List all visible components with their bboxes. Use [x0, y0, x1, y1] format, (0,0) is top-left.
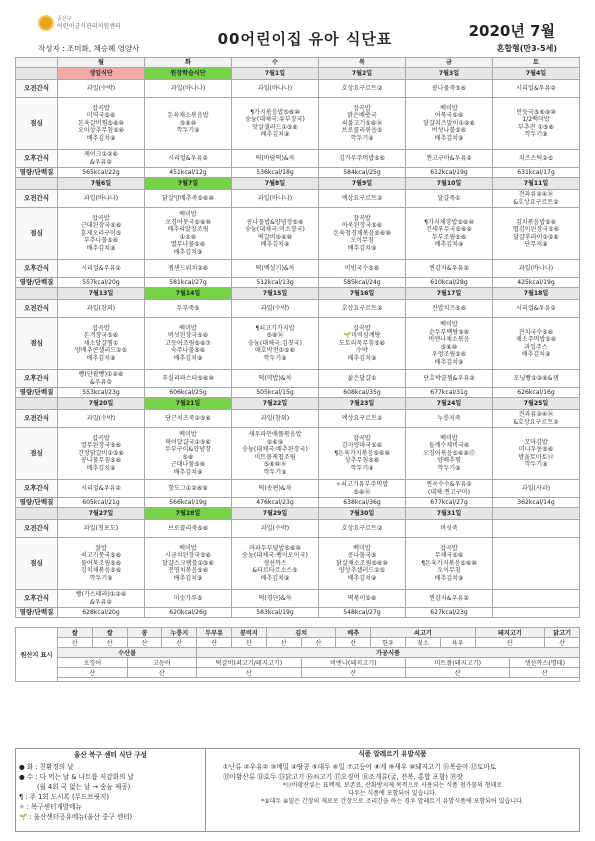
origin-food-value: 산: [58, 668, 128, 678]
lunch-cell: 백미밥 북어달걀국①⑤⑥ 두부구이&양념장 ⑤⑥ 근대나물⑤⑥ 배추김치⑨: [145, 428, 232, 480]
date-cell: 7월3일: [406, 68, 493, 80]
origin-heading: 김치: [266, 628, 336, 638]
origin-heading: 두부류: [197, 628, 232, 638]
allergy-note: 다루는 식품에 포함되어 있습니다.: [348, 790, 437, 797]
day-header: 월: [58, 58, 145, 68]
afternoon-snack-label: 오후간식: [16, 590, 58, 608]
calorie-protein-cell: 451kcal/12g: [145, 168, 232, 178]
day-header: 목: [319, 58, 406, 68]
day-header: 금: [406, 58, 493, 68]
date-cell: 7월10일: [406, 178, 493, 190]
morning-snack-cell: 시리얼&우유②: [493, 80, 580, 98]
calorie-protein-cell: 631kcal/17g: [493, 168, 580, 178]
meal-menu-table: [15, 57, 580, 618]
calorie-protein-cell: 610kcal/28g: [406, 278, 493, 288]
date-cell: 7월21일: [145, 398, 232, 410]
afternoon-snack-cell: 비빔국수⑤⑥: [319, 260, 406, 278]
lunch-cell: 백미밥 버섯된장국⑤⑥ 고등어조림⑤⑥⑦ 숙주나물⑤⑥ 배추김치⑨: [145, 318, 232, 370]
blank-corner: [16, 58, 58, 68]
origin-value: 산: [231, 638, 266, 648]
logo-text: [57, 15, 121, 31]
calorie-protein-cell: 608kcal/35g: [319, 388, 406, 398]
origin-value: 한우: [371, 638, 406, 648]
menu-legend: [16, 749, 206, 831]
legend-item: 🌱 : 울산센터공유메뉴(울산 중구 센터): [19, 813, 133, 821]
lunch-cell: ¶가지채장밥⑤⑥⑩ 건새우무국⑤⑥⑨ 두부조림⑤⑥ 배추김치⑨: [406, 208, 493, 260]
afternoon-snack-cell: 과일(사과): [493, 480, 580, 498]
date-cell: 7월15일: [232, 288, 319, 300]
calorie-protein-cell: 536kcal/18g: [232, 168, 319, 178]
origin-value: 산: [58, 638, 93, 648]
calorie-protein-cell: 677kcal/27g: [406, 498, 493, 508]
calorie-protein-cell: 505kcal/15g: [232, 388, 319, 398]
lunch-cell: 백미밥 오징어뭇국⑤⑥⑩ 메추리알장조림 ①⑤⑥ 열무나물⑤⑥ 배추김치⑨: [145, 208, 232, 260]
afternoon-snack-cell: 케이크①②⑥ &우유②: [58, 150, 145, 168]
lunch-label: 점심: [16, 428, 58, 480]
afternoon-snack-cell: 핫도그①②⑥⑨: [145, 480, 232, 498]
morning-snack-cell: 액상요구르트②: [319, 190, 406, 208]
calorie-protein-label: 열량/단백질: [16, 168, 58, 178]
legend-item: ● 수 : 다 먹는 날 & 나트륨 저감화의 날: [19, 773, 134, 781]
morning-snack-label: 오전간식: [16, 410, 58, 428]
lunch-cell: [493, 538, 580, 590]
lunch-label: 점심: [16, 318, 58, 370]
date-cell: 7월31일: [406, 508, 493, 520]
day-header: 수: [232, 58, 319, 68]
date-cell: 7월16일: [319, 288, 406, 300]
calorie-protein-cell: [493, 608, 580, 618]
week-label: [16, 398, 58, 410]
afternoon-snack-cell: 잼샌드위치②⑥: [145, 260, 232, 278]
menu-date: 2020년 7월: [468, 22, 555, 40]
lunch-cell: 잡곡밥 열무된장국⑤⑥ 간장닭갈비①⑤⑥ 콩나물무침⑤⑥ 배추김치⑨: [58, 428, 145, 480]
morning-snack-cell: 과일(청포도): [58, 520, 145, 538]
afternoon-snack-cell: 떡(백설기)&차: [232, 260, 319, 278]
origin-food: 미트볼(돼지고기): [405, 658, 509, 668]
center-logo-icon: [38, 15, 54, 31]
date-cell: 7월22일: [232, 398, 319, 410]
date-cell: 7월29일: [232, 508, 319, 520]
afternoon-snack-cell: 떡볶이⑤⑥: [319, 590, 406, 608]
origin-value: 산: [162, 638, 197, 648]
date-cell: 7월18일: [493, 288, 580, 300]
date-cell: 7월9일: [319, 178, 406, 190]
calorie-protein-cell: 362kcal/14g: [493, 498, 580, 508]
allergy-list-line: ⑬아황산류 ⑭호두 ⑮닭고기 ⑯쇠고기 ⑰오징어 ⑱조개류(굴, 전복, 홍합 포함) ⑲잣: [223, 773, 463, 781]
afternoon-snack-label: 오후간식: [16, 480, 58, 498]
week-label: [16, 68, 58, 80]
origin-value: 산: [475, 638, 545, 648]
afternoon-snack-cell: 김가루주먹밥⑤⑥: [319, 150, 406, 168]
date-cell: 7월28일: [145, 508, 232, 520]
morning-snack-cell: 과일(바나나): [58, 190, 145, 208]
calorie-protein-label: 열량/단백질: [16, 278, 58, 288]
lunch-cell: 잡곡밥 무채국⑤⑥ ¶돈육가지볶음⑤⑥⑩ 오이무침 배추김치⑨: [406, 538, 493, 590]
origin-value: 산: [127, 638, 162, 648]
date-cell: 7월1일: [232, 68, 319, 80]
lunch-cell: 잡곡밥 감자양파국⑤⑥ ¶돈육가지볶음⑤⑥⑩ 상추무침⑤⑥ 깍두기⑨: [319, 428, 406, 480]
logo-main-text: 어린이급식관리지원센터: [57, 23, 121, 30]
allergy-list: [211, 762, 574, 782]
afternoon-snack-cell: 찐감자&우유②: [406, 260, 493, 278]
lunch-cell: 꼬마김밥 미니우동⑤⑥ 방울토마토⑫ 깍두기⑨: [493, 428, 580, 480]
day-header: 화: [145, 58, 232, 68]
afternoon-snack-cell: 삶은달걀①: [319, 370, 406, 388]
calorie-protein-cell: 581kcal/27g: [145, 278, 232, 288]
lunch-cell: 잔치국수⑤⑥ 채소주먹밥⑤⑥ 과일주스 배추김치⑨: [493, 318, 580, 370]
lunch-cell: 잡곡밥 🌱미역삼계탕 도토리묵무침⑤⑥ 수박 배추김치⑨: [319, 318, 406, 370]
afternoon-snack-cell: 떡(송편)&차: [232, 480, 319, 498]
origin-food-value: 산: [301, 668, 405, 678]
origin-heading: 돼지고기: [475, 628, 545, 638]
calorie-protein-cell: 605kcal/21g: [58, 498, 145, 508]
lunch-label: 점심: [16, 538, 58, 590]
morning-snack-cell: 호상요구르트②: [319, 520, 406, 538]
morning-snack-cell: 콩나물죽⑤⑥: [406, 80, 493, 98]
morning-snack-cell: 과일(바나나): [145, 80, 232, 98]
processed-food-heading: 가공식품: [197, 648, 580, 658]
afternoon-snack-cell: 푸실리파스타⑤⑥⑩: [145, 370, 232, 388]
morning-snack-cell: 견과류②④⑯ &호상요구르트②: [493, 410, 580, 428]
lunch-cell: ¶가지볶음밥⑤⑥⑩ 숭늉(대체국:유부장국) 맛살샐러드①⑤⑥ 배추김치⑨: [232, 98, 319, 150]
allergy-note: *⑬아황산류는 표백제, 보존료, 산화방지제 목적으로 사용되는 식품 첨가물의 형태로: [282, 782, 503, 789]
lunch-cell: 돈육채소볶음밥 ⑤⑥⑩ 깍두기⑨: [145, 98, 232, 150]
date-cell: 7월11일: [493, 178, 580, 190]
date-cell: 7월25일: [493, 398, 580, 410]
date-cell: 7월17일: [406, 288, 493, 300]
morning-snack-cell: 과일(바나나): [232, 190, 319, 208]
lunch-cell: 잡곡밥 돈겨장국⑤⑥ 채소달걀찜① 양배추콘샐러드①⑤ 배추김치⑨: [58, 318, 145, 370]
morning-snack-cell: 과일(참외): [58, 300, 145, 318]
calorie-protein-cell: 557kcal/20g: [58, 278, 145, 288]
calorie-protein-cell: 584kcal/25g: [319, 168, 406, 178]
calorie-protein-cell: 425kcal/19g: [493, 278, 580, 288]
legend-title: 울산 북구 센터 식단 구성: [74, 751, 147, 759]
origin-value: 육우: [440, 638, 475, 648]
afternoon-snack-label: 오후간식: [16, 260, 58, 278]
lunch-cell: 잡곡밥 미역국⑤⑥ 돈육갈비찜⑤⑥⑩ 오이상추무침⑤⑥ 배추김치⑨: [58, 98, 145, 150]
legend-item: ✧ : 목구센터개발메뉴: [19, 803, 82, 811]
week-label: [16, 508, 58, 520]
allergy-info: [206, 749, 579, 831]
morning-snack-label: 오전간식: [16, 190, 58, 208]
date-cell: 7월6일: [58, 178, 145, 190]
origin-spacer: [58, 678, 580, 682]
allergy-note: *⑤대두 ⑥밀은 간장의 재료로 간장으로 조리간을 하는 경우 알레르기 유발식품에 포함되어 있습니다.: [261, 798, 524, 805]
origin-heading: 닭고기: [545, 628, 580, 638]
day-header: 토: [493, 58, 580, 68]
morning-snack-cell: 진밥치즈⑤⑥: [406, 300, 493, 318]
origin-value: 산: [266, 638, 301, 648]
lunch-cell: 백미밥 들깨수제비국⑥ 오징어볶음⑤⑥⑨⑰ 양배추찜 깍두기⑨: [406, 428, 493, 480]
morning-snack-cell: 견과류②④⑯ &호상요구르트②: [493, 190, 580, 208]
morning-snack-cell: [493, 520, 580, 538]
origin-label: 원산지 표시: [16, 628, 58, 682]
morning-snack-cell: 두부죽⑤: [145, 300, 232, 318]
afternoon-snack-cell: 떡(약밥)&차: [232, 370, 319, 388]
origin-value: 산: [301, 638, 336, 648]
afternoon-snack-cell: 미숫가루⑤: [145, 590, 232, 608]
morning-snack-cell: 호상요구르트②: [319, 80, 406, 98]
legend-item: ¶ : 주 1회 도시록 (무드브릿지): [19, 793, 109, 801]
morning-snack-cell: 브로콜리죽⑤⑥: [145, 520, 232, 538]
calorie-protein-cell: 626kcal/16g: [493, 388, 580, 398]
origin-heading: 쌀: [58, 628, 93, 638]
date-cell: 7월24일: [406, 398, 493, 410]
calorie-protein-cell: 585kcal/24g: [319, 278, 406, 288]
morning-snack-cell: 액상요구르트②: [319, 410, 406, 428]
calorie-protein-cell: 553kcal/23g: [58, 388, 145, 398]
afternoon-snack-cell: 떡(바람떡)&차: [232, 150, 319, 168]
calorie-protein-cell: 620kcal/26g: [145, 608, 232, 618]
lunch-cell: 백미밥 어묵국⑤⑥ 달걀치즈말이①②⑥ 버섯나물⑤⑥ 배추김치⑨: [406, 98, 493, 150]
lunch-cell: 김치볶음밥⑤⑥ 엽김이된장국⑤⑥ 달걀후라이①⑤⑥ 단무지⑨: [493, 208, 580, 260]
origin-food: 생선까스(명태): [510, 658, 580, 668]
lunch-cell: ¶쇠고기가지밥 ⑤⑥⑯ 숭늉(대체국:김칫국) 애호박전①⑤⑥ 깍두기⑨: [232, 318, 319, 370]
lunch-cell: 백미밥 콩나물국⑤ 닭살채소조림⑤⑥⑩ 양상추샐러드①⑤ 배추김치⑨: [319, 538, 406, 590]
legend-item: (월 4회 국 없는 날 → 숭늉 제공): [37, 783, 131, 791]
origin-food: 떡갈비(쇠고기/돼지고기): [197, 658, 301, 668]
calorie-protein-cell: 583kcal/19g: [232, 608, 319, 618]
calorie-protein-cell: 612kcal/19g: [406, 168, 493, 178]
date-cell: 7월13일: [58, 288, 145, 300]
afternoon-snack-cell: 떡(경단)&차: [232, 590, 319, 608]
afternoon-snack-cell: 치즈스틱②⑤: [493, 150, 580, 168]
calorie-protein-cell: 628kcal/20g: [58, 608, 145, 618]
lunch-cell: 새우파인애플볶음밥 ⑤⑥⑨ 숭늉(대체국:배추된장국) 미트볼케첩조림 ⑤⑥⑩⑯ 깍두기⑨: [232, 428, 319, 480]
afternoon-snack-cell: 찐옥수수&우유② (대체:찐고구마): [406, 480, 493, 498]
origin-value: 산: [336, 638, 371, 648]
morning-snack-cell: 과일(수박): [58, 410, 145, 428]
date-cell: 7월30일: [319, 508, 406, 520]
origin-food-value: 산: [197, 668, 301, 678]
morning-snack-cell: 버섯죽: [406, 520, 493, 538]
calorie-protein-label: 열량/단백질: [16, 388, 58, 398]
origin-food-value: 산: [127, 668, 197, 678]
menu-type: 혼합형(만3-5세): [496, 44, 557, 53]
afternoon-snack-label: 오후간식: [16, 370, 58, 388]
lunch-label: 점심: [16, 98, 58, 150]
calorie-protein-cell: 565kcal/22g: [58, 168, 145, 178]
date-cell: 7월27일: [58, 508, 145, 520]
calorie-protein-label: 열량/단백질: [16, 608, 58, 618]
origin-food: 오징어: [58, 658, 128, 668]
lunch-cell: 잡곡밥 아욱된장국⑤⑥ 돈육청경채볶음⑤⑥⑩ 오이무침 배추김치⑨: [319, 208, 406, 260]
lunch-label: 점심: [16, 208, 58, 260]
morning-snack-cell: 누룽지죽: [406, 410, 493, 428]
morning-snack-label: 오전간식: [16, 80, 58, 98]
calorie-protein-cell: 627kcal/23g: [406, 608, 493, 618]
origin-food-value: 산: [510, 668, 580, 678]
morning-snack-cell: 과일(수박): [58, 80, 145, 98]
origin-food: 비엔나(돼지고기): [301, 658, 405, 668]
allergy-list-line: ①난류 ②우유② ③메밀 ④땅콩 ⑤대두 ⑥밀 ⑦고등어 ⑧게 ⑨새우 ⑩돼지고기 ⑪복숭아 ⑫토마토: [223, 763, 497, 771]
origin-heading: 배추: [336, 628, 371, 638]
lunch-cell: 잡곡밥 맑은배춧국 쇠불고기⑤⑥⑯ 브로콜리볶음⑤ 깍두기⑨: [319, 98, 406, 150]
calorie-protein-cell: 476kcal/23g: [232, 498, 319, 508]
week-label: [16, 178, 58, 190]
morning-snack-cell: 달걀죽①: [406, 190, 493, 208]
week-label: [16, 288, 58, 300]
date-cell: 7월8일: [232, 178, 319, 190]
afternoon-snack-cell: 빵(카스테라)①②⑥ &우유②: [58, 590, 145, 608]
lunch-cell: 백미밥 순두부백탕⑤⑥ 비엔나채소볶음 ⑤⑥⑩ 우엉조림⑤⑥ 배추김치⑨: [406, 318, 493, 370]
origin-value: 산: [92, 638, 127, 648]
origin-heading: 누룽지: [162, 628, 197, 638]
afternoon-snack-cell: 시리얼&우유②: [58, 480, 145, 498]
calorie-protein-cell: 548kcal/27g: [319, 608, 406, 618]
date-cell: 원장학습식단: [145, 68, 232, 80]
afternoon-snack-cell: 찐감자&우유②: [406, 590, 493, 608]
afternoon-snack-label: 오후간식: [16, 150, 58, 168]
calorie-protein-label: 열량/단백질: [16, 498, 58, 508]
morning-snack-label: 오전간식: [16, 520, 58, 538]
origin-value: 산: [545, 638, 580, 648]
morning-snack-cell: 시리얼&우유②: [493, 300, 580, 318]
menu-title: 00어린이집 유아 식단표: [217, 30, 393, 48]
logo-small-text: 중산구: [57, 16, 72, 22]
morning-snack-cell: 과일(바나나): [232, 80, 319, 98]
afternoon-snack-cell: 과일(바나나): [493, 260, 580, 278]
calorie-protein-cell: 512kcal/13g: [232, 278, 319, 288]
author-text: 작성자 : 조미화, 채승혜 영양사: [38, 44, 140, 53]
afternoon-snack-cell: ✧쇠고기유부주먹밥 ⑤⑥⑯: [319, 480, 406, 498]
origin-heading: 콩: [127, 628, 162, 638]
morning-snack-cell: 닭살양배추죽⑤⑥⑩: [145, 190, 232, 208]
date-cell: 7월4일: [493, 68, 580, 80]
morning-snack-cell: 당근치즈죽②⑤⑥: [145, 410, 232, 428]
afternoon-snack-cell: 시리얼&우유②: [145, 150, 232, 168]
calorie-protein-cell: 606kcal/25g: [145, 388, 232, 398]
legend-item: ● 화 : 친환경의 날: [19, 763, 74, 771]
afternoon-snack-cell: 단호박꿀찜&우유②: [406, 370, 493, 388]
origin-heading: 쇠고기: [371, 628, 475, 638]
origin-table: [15, 627, 580, 682]
allergy-title: 식품 알레르기 유발식품: [358, 750, 427, 758]
origin-food-value: 산: [405, 668, 509, 678]
afternoon-snack-cell: 빵(단팥빵)①②⑥ &우유②: [58, 370, 145, 388]
afternoon-snack-cell: 시리얼&우유②: [58, 260, 145, 278]
lunch-cell: 찰밥 쇠고기뭇국⑤⑥ 물어묵조림⑤⑥ 김치채볶음⑤⑥ 깍두기⑨: [58, 538, 145, 590]
date-cell: 7월23일: [319, 398, 406, 410]
afternoon-snack-cell: 모닝빵①②⑥&잼: [493, 370, 580, 388]
date-cell: [493, 508, 580, 520]
lunch-cell: 잡곡밥 근대된장국⑤⑥ 훈제오리구이⑤ 부추나물⑤⑥ 배추김치⑨: [58, 208, 145, 260]
footer-info: [15, 748, 580, 832]
lunch-cell: 만둣국⑤⑥⑨⑩ 1/2백미밥 부추전 ①⑤⑥ 깍두기⑨: [493, 98, 580, 150]
lunch-cell: 콩나물밥&양념장⑤⑥ 숭늉(대체국:미소장국) 떡갈비⑤⑥⑩ 배추김치⑨: [232, 208, 319, 260]
date-cell: 7월20일: [58, 398, 145, 410]
afternoon-snack-cell: 찐고구마&우유②: [406, 150, 493, 168]
morning-snack-label: 오전간식: [16, 300, 58, 318]
origin-food: 고등어: [127, 658, 197, 668]
origin-value: 젖소: [405, 638, 440, 648]
morning-snack-cell: 호상요구르트②: [319, 300, 406, 318]
date-cell: 7월2일: [319, 68, 406, 80]
morning-snack-cell: 과일(수박): [232, 520, 319, 538]
calorie-protein-cell: 677kcal/31g: [406, 388, 493, 398]
center-logo: [38, 15, 121, 31]
lunch-cell: 마파두부덮밥⑤⑥⑩ 숭늉(대체국:팽이오이국) 생선까스 &타르타르소스⑤ 배추김치⑨: [232, 538, 319, 590]
afternoon-snack-cell: [493, 590, 580, 608]
seafood-heading: 수산물: [58, 648, 197, 658]
morning-snack-cell: 과일(수박): [232, 300, 319, 318]
lunch-cell: 백미밥 시금치된장국⑤⑥ 달걀스크램블①⑤⑥ 진영치볶음⑤⑥ 배추김치⑨: [145, 538, 232, 590]
origin-value: 산: [197, 638, 232, 648]
morning-snack-cell: 과일(참외): [232, 410, 319, 428]
calorie-protein-cell: 638kcal/36g: [319, 498, 406, 508]
date-cell: 생일식단: [58, 68, 145, 80]
calorie-protein-cell: 566kcal/19g: [145, 498, 232, 508]
date-cell: 7월14일: [145, 288, 232, 300]
origin-heading: 쌀: [92, 628, 127, 638]
origin-heading: 콩비지: [231, 628, 266, 638]
date-cell: 7월7일: [145, 178, 232, 190]
